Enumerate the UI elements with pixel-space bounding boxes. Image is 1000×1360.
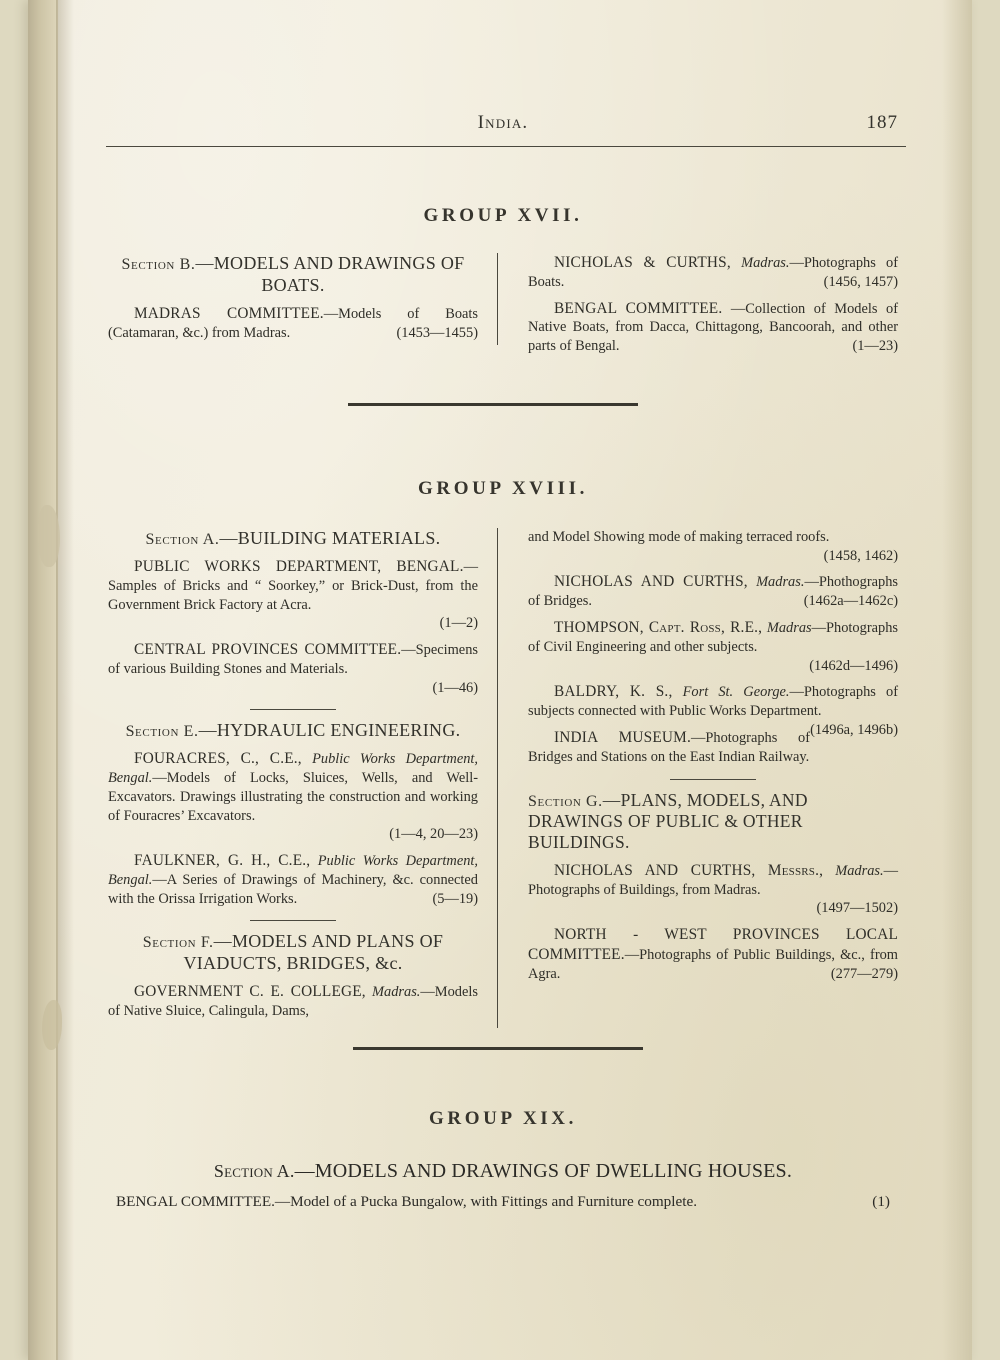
column-rule xyxy=(497,528,498,1028)
group-xix-title: GROUP XIX. xyxy=(429,1108,577,1129)
entry-fouracres xyxy=(108,749,478,844)
entry-nicholas-curths-buildings xyxy=(528,861,898,918)
entry-public-works-bengal xyxy=(108,557,478,633)
entry-name: CENTRAL PROVINCES COMMITTEE. xyxy=(134,640,402,658)
entry-continuation-terraced-roofs xyxy=(528,528,898,565)
entry-number: (1456, 1457) xyxy=(823,273,898,290)
entry-italic: Madras xyxy=(762,620,812,637)
entry-name: THOMPSON, Capt. Ross, R.E., xyxy=(554,619,763,637)
section-a-title: —BUILDING MATERIALS. xyxy=(219,528,441,548)
entry-government-ce-college xyxy=(108,982,478,1021)
section-b-label: Section B. xyxy=(121,256,196,273)
header-rule xyxy=(106,146,906,147)
entry-name: NICHOLAS AND CURTHS, Messrs., xyxy=(554,861,824,879)
subsection-rule xyxy=(670,779,756,780)
section-f-heading xyxy=(108,931,478,975)
page-edge-shading xyxy=(942,0,972,1360)
section-b-heading xyxy=(108,253,478,297)
entry-number: (1—46) xyxy=(432,679,478,696)
entry-name: NORTH - WEST PROVINCES LOCAL COMMITTEE. xyxy=(528,926,898,963)
section-divider-1 xyxy=(348,403,638,406)
group-xix xyxy=(108,1108,898,1211)
group-xviii-left-column xyxy=(108,528,478,1021)
entry-italic: Fort St. George. xyxy=(672,684,790,701)
group-xvii-left-column xyxy=(108,253,478,343)
section-g-label: Section G. xyxy=(528,792,603,810)
entry-text: —Photographs of Buildings, from Madras. xyxy=(528,862,898,898)
column-rule xyxy=(497,253,498,345)
entry-name: MADRAS COMMITTEE. xyxy=(134,304,324,322)
section-f-label: Section F. xyxy=(142,934,214,952)
entry-name: BENGAL COMMITTEE. xyxy=(116,1193,275,1210)
entry-text: —Photographs of Boats. xyxy=(528,255,898,290)
entry-text: and Model Showing mode of making terraced roofs. xyxy=(528,529,830,545)
entry-bengal-committee-bungalow xyxy=(108,1193,898,1211)
entry-number: (1458, 1462) xyxy=(823,547,898,564)
entry-text: —A Series of Drawings of Machinery, &c. connected with the Orissa Irrigation Works. xyxy=(108,871,478,907)
section-e-title: —HYDRAULIC ENGINEERING. xyxy=(198,720,461,741)
entry-text: —Photographs of subjects connected with Public Works Department. xyxy=(528,684,899,720)
group-xvii-columns xyxy=(108,253,898,356)
subsection-rule xyxy=(250,920,336,921)
entry-faulkner xyxy=(108,851,478,908)
section-f-title: —MODELS AND PLANS OF VIADUCTS, BRIDGES, &c. xyxy=(183,931,444,974)
entry-name: PUBLIC WORKS DEPARTMENT, BENGAL. xyxy=(134,557,464,575)
entry-central-provinces-committee xyxy=(108,640,478,697)
entry-italic: Public Works Department, Bengal. xyxy=(108,751,478,787)
entry-name: FOURACRES, C., C.E., xyxy=(134,750,302,768)
entry-number: (1497—1502) xyxy=(816,900,898,917)
subsection-rule xyxy=(250,709,336,710)
running-title: India. xyxy=(477,112,529,133)
group-xviii-columns xyxy=(108,528,898,1021)
section-a-label: Section A. xyxy=(145,531,220,548)
entry-italic: Madras. xyxy=(365,984,421,1001)
entry-name: BALDRY, K. S., xyxy=(554,683,673,701)
entry-madras-committee xyxy=(108,304,478,343)
entry-name: GOVERNMENT C. E. COLLEGE, xyxy=(134,983,366,1001)
entry-nicholas-curths-boats xyxy=(528,253,898,292)
section-e-label: Section E. xyxy=(125,723,199,741)
page-number: 187 xyxy=(866,112,898,133)
entry-name: NICHOLAS & CURTHS, xyxy=(554,254,731,271)
entry-nicholas-curths-bridges xyxy=(528,572,898,611)
entry-italic: Madras. xyxy=(730,255,790,271)
section-b-title: —MODELS AND DRAWINGS OF BOATS. xyxy=(195,253,465,295)
entry-italic: Public Works Department, Bengal. xyxy=(108,853,478,888)
entry-text: —Photographs of Civil Engineering and other subjects. xyxy=(528,620,898,655)
entry-number: (277—279) xyxy=(830,965,898,982)
section-a-heading xyxy=(108,528,478,550)
section-g-title: —PLANS, MODELS, AND DRAWINGS OF PUBLIC & OTHER BUILDINGS. xyxy=(528,789,808,853)
entry-text: — Samples of Bricks and “ Soorkey,” or Brick-Dust, from the Government Brick Factory at Acra. xyxy=(108,558,478,613)
group-xvii-right-column xyxy=(528,253,898,356)
entry-text: —Photographs of Public Buildings, &c., from Agra. xyxy=(528,946,898,982)
group-xvii xyxy=(108,205,898,356)
entry-text: —Models of Boats (Catamaran, &c.) from Madras. xyxy=(108,305,478,341)
entry-text: —Models of Native Sluice, Calingula, Dams, xyxy=(108,984,478,1020)
entry-thompson xyxy=(528,618,898,675)
entry-number: (1462a—1462c) xyxy=(803,593,898,610)
page-header xyxy=(108,112,898,146)
entry-text: —Photographs of Bridges and Stations on the East Indian Railway. xyxy=(528,729,811,765)
page-sheet xyxy=(28,0,972,1360)
section-a-label: Section A. xyxy=(213,1161,295,1181)
group-xviii xyxy=(108,478,898,1021)
group-xviii-title: GROUP XVIII. xyxy=(418,478,588,499)
entry-number: (1—23) xyxy=(852,338,898,355)
entry-number: (1) xyxy=(872,1193,890,1210)
gutter-shadow xyxy=(56,0,74,1360)
group-xix-section-heading xyxy=(108,1160,898,1183)
entry-text: —Collection of Models of Native Boats, from Dacca, Chittagong, Bancoorah, and other parts of Bengal. xyxy=(528,300,898,355)
entry-north-west-provinces xyxy=(528,925,898,983)
entry-number: (1453—1455) xyxy=(396,324,478,341)
entry-number: (5—19) xyxy=(432,890,478,907)
entry-text: —Models of Locks, Sluices, Wells, and Well-Excavators. Drawings illustrating the construction and working of Fouracres’ Excavators. xyxy=(108,770,478,824)
entry-number: (1—4, 20—23) xyxy=(389,826,478,843)
entry-text: —Model of a Pucka Bungalow, with Fittings and Furniture complete. xyxy=(274,1193,697,1210)
binding-gutter xyxy=(28,0,58,1360)
entry-text: —Phothographs of Bridges. xyxy=(528,574,898,610)
entry-number: (1462d—1496) xyxy=(809,657,898,674)
entry-bengal-committee-boats xyxy=(528,299,898,356)
entry-number: (1—2) xyxy=(439,615,478,632)
section-g-heading xyxy=(528,790,898,854)
section-divider-2 xyxy=(353,1047,643,1050)
entry-name: NICHOLAS AND CURTHS, xyxy=(554,573,748,591)
entry-number: (1496a, 1496b) xyxy=(810,721,898,738)
section-a-title: —MODELS AND DRAWINGS OF DWELLING HOUSES. xyxy=(294,1160,793,1182)
entry-name: BENGAL COMMITTEE. xyxy=(554,299,723,317)
entry-text: —Specimens of various Building Stones and Materials. xyxy=(108,641,478,677)
section-e-heading xyxy=(108,720,478,742)
entry-name: INDIA MUSEUM. xyxy=(554,728,691,746)
group-xviii-right-column xyxy=(528,528,898,984)
entry-italic: Madras. xyxy=(823,862,884,879)
entry-italic: Madras. xyxy=(747,574,805,591)
entry-name: FAULKNER, G. H., C.E., xyxy=(134,852,311,869)
group-xvii-title: GROUP XVII. xyxy=(423,205,583,226)
